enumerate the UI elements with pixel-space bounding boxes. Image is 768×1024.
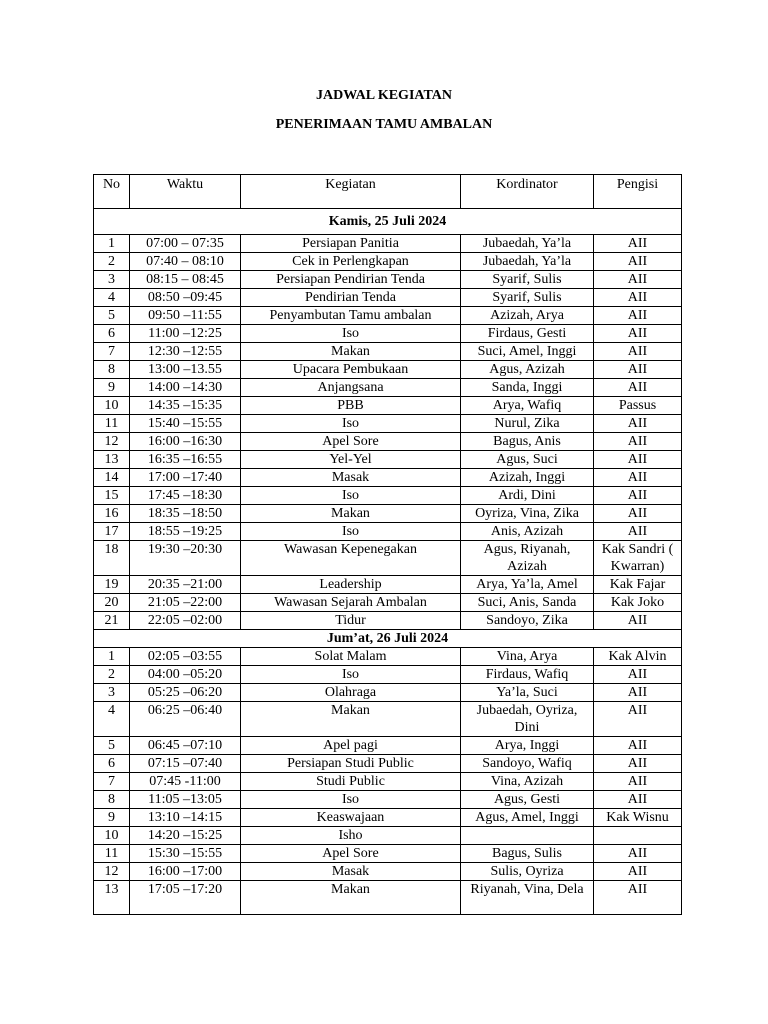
cell-kegiatan: Iso (241, 415, 461, 433)
cell-waktu: 07:15 –07:40 (130, 755, 241, 773)
cell-no: 11 (94, 845, 130, 863)
cell-no: 4 (94, 702, 130, 737)
header-kegiatan: Kegiatan (241, 175, 461, 209)
cell-waktu: 15:40 –15:55 (130, 415, 241, 433)
table-row (94, 791, 682, 809)
cell-kordinator (461, 827, 594, 845)
table-row (94, 863, 682, 881)
table-row (94, 541, 682, 576)
cell-kegiatan: Persiapan Studi Public (241, 755, 461, 773)
table-row (94, 576, 682, 594)
cell-kegiatan: Penyambutan Tamu ambalan (241, 307, 461, 325)
cell-no: 19 (94, 576, 130, 594)
cell-no: 20 (94, 594, 130, 612)
cell-waktu: 18:55 –19:25 (130, 523, 241, 541)
cell-waktu: 12:30 –12:55 (130, 343, 241, 361)
table-row (94, 289, 682, 307)
cell-waktu: 17:45 –18:30 (130, 487, 241, 505)
cell-no: 15 (94, 487, 130, 505)
cell-waktu: 11:00 –12:25 (130, 325, 241, 343)
cell-kordinator: Oyriza, Vina, Zika (461, 505, 594, 523)
cell-no: 3 (94, 684, 130, 702)
cell-kegiatan: Keaswajaan (241, 809, 461, 827)
cell-kegiatan: Tidur (241, 612, 461, 630)
cell-kegiatan: Solat Malam (241, 648, 461, 666)
cell-no: 3 (94, 271, 130, 289)
cell-waktu: 16:00 –17:00 (130, 863, 241, 881)
cell-kordinator: Sanda, Inggi (461, 379, 594, 397)
cell-kordinator: Ya’la, Suci (461, 684, 594, 702)
cell-waktu: 11:05 –13:05 (130, 791, 241, 809)
cell-no: 18 (94, 541, 130, 576)
cell-kegiatan: Iso (241, 791, 461, 809)
cell-kordinator: Agus, Gesti (461, 791, 594, 809)
cell-kegiatan: Anjangsana (241, 379, 461, 397)
day-row (94, 630, 682, 648)
cell-waktu: 07:45 -11:00 (130, 773, 241, 791)
cell-no: 2 (94, 666, 130, 684)
cell-no: 8 (94, 791, 130, 809)
cell-waktu: 04:00 –05:20 (130, 666, 241, 684)
cell-pengisi: AII (594, 487, 682, 505)
table-row (94, 451, 682, 469)
header-waktu: Waktu (130, 175, 241, 209)
cell-waktu: 18:35 –18:50 (130, 505, 241, 523)
cell-pengisi: Kak Wisnu (594, 809, 682, 827)
cell-kegiatan: Wawasan Kepenegakan (241, 541, 461, 576)
cell-pengisi: Kak Sandri ( Kwarran) (594, 541, 682, 576)
cell-kordinator: Anis, Azizah (461, 523, 594, 541)
cell-no: 12 (94, 433, 130, 451)
cell-pengisi: AII (594, 343, 682, 361)
cell-pengisi: AII (594, 845, 682, 863)
cell-no: 1 (94, 648, 130, 666)
cell-kegiatan: Cek in Perlengkapan (241, 253, 461, 271)
cell-kordinator: Jubaedah, Ya’la (461, 235, 594, 253)
cell-kegiatan: Wawasan Sejarah Ambalan (241, 594, 461, 612)
cell-no: 9 (94, 379, 130, 397)
cell-kegiatan: Iso (241, 523, 461, 541)
cell-kordinator: Syarif, Sulis (461, 271, 594, 289)
cell-kegiatan: Yel-Yel (241, 451, 461, 469)
cell-no: 7 (94, 773, 130, 791)
table-row (94, 307, 682, 325)
cell-waktu: 13:00 –13.55 (130, 361, 241, 379)
table-row (94, 648, 682, 666)
table-row (94, 845, 682, 863)
cell-waktu: 09:50 –11:55 (130, 307, 241, 325)
cell-kordinator: Arya, Ya’la, Amel (461, 576, 594, 594)
schedule-body (94, 209, 682, 915)
table-row (94, 523, 682, 541)
cell-pengisi: AII (594, 253, 682, 271)
cell-no: 5 (94, 307, 130, 325)
cell-waktu: 20:35 –21:00 (130, 576, 241, 594)
cell-no: 10 (94, 827, 130, 845)
cell-kordinator: Firdaus, Wafiq (461, 666, 594, 684)
cell-kordinator: Vina, Arya (461, 648, 594, 666)
cell-pengisi: AII (594, 289, 682, 307)
cell-pengisi: AII (594, 863, 682, 881)
cell-no: 7 (94, 343, 130, 361)
cell-waktu: 14:20 –15:25 (130, 827, 241, 845)
cell-waktu: 13:10 –14:15 (130, 809, 241, 827)
table-row (94, 343, 682, 361)
cell-pengisi: AII (594, 271, 682, 289)
cell-no: 8 (94, 361, 130, 379)
cell-waktu: 17:05 –17:20 (130, 881, 241, 915)
cell-no: 6 (94, 325, 130, 343)
cell-kegiatan: Isho (241, 827, 461, 845)
cell-pengisi: AII (594, 523, 682, 541)
cell-no: 10 (94, 397, 130, 415)
table-row (94, 612, 682, 630)
cell-waktu: 16:35 –16:55 (130, 451, 241, 469)
cell-kegiatan: Olahraga (241, 684, 461, 702)
cell-kordinator: Sulis, Oyriza (461, 863, 594, 881)
cell-kegiatan: Apel Sore (241, 433, 461, 451)
cell-kegiatan: Leadership (241, 576, 461, 594)
cell-kordinator: Vina, Azizah (461, 773, 594, 791)
table-row (94, 809, 682, 827)
table-row (94, 684, 682, 702)
cell-waktu: 14:35 –15:35 (130, 397, 241, 415)
cell-kegiatan: Iso (241, 325, 461, 343)
table-row (94, 487, 682, 505)
cell-kegiatan: Apel Sore (241, 845, 461, 863)
cell-no: 6 (94, 755, 130, 773)
cell-pengisi: Kak Fajar (594, 576, 682, 594)
cell-kordinator: Firdaus, Gesti (461, 325, 594, 343)
cell-kordinator: Azizah, Arya (461, 307, 594, 325)
cell-no: 21 (94, 612, 130, 630)
cell-kordinator: Bagus, Sulis (461, 845, 594, 863)
cell-pengisi: AII (594, 791, 682, 809)
cell-kegiatan: Pendirian Tenda (241, 289, 461, 307)
cell-kordinator: Ardi, Dini (461, 487, 594, 505)
cell-kordinator: Arya, Inggi (461, 737, 594, 755)
table-row (94, 253, 682, 271)
table-row (94, 379, 682, 397)
day-row (94, 209, 682, 235)
cell-kordinator: Suci, Amel, Inggi (461, 343, 594, 361)
cell-waktu: 21:05 –22:00 (130, 594, 241, 612)
cell-kordinator: Nurul, Zika (461, 415, 594, 433)
table-row (94, 271, 682, 289)
cell-kordinator: Arya, Wafiq (461, 397, 594, 415)
table-row (94, 827, 682, 845)
cell-no: 14 (94, 469, 130, 487)
cell-pengisi: AII (594, 235, 682, 253)
cell-no: 17 (94, 523, 130, 541)
cell-pengisi: AII (594, 881, 682, 915)
cell-pengisi: AII (594, 612, 682, 630)
table-row (94, 594, 682, 612)
cell-waktu: 14:00 –14:30 (130, 379, 241, 397)
cell-pengisi: Passus (594, 397, 682, 415)
cell-no: 9 (94, 809, 130, 827)
cell-pengisi: AII (594, 505, 682, 523)
table-row (94, 881, 682, 915)
table-row (94, 415, 682, 433)
table-row (94, 469, 682, 487)
header-pengisi: Pengisi (594, 175, 682, 209)
cell-kordinator: Agus, Riyanah, Azizah (461, 541, 594, 576)
cell-pengisi: AII (594, 469, 682, 487)
cell-kordinator: Sandoyo, Zika (461, 612, 594, 630)
cell-waktu: 07:00 – 07:35 (130, 235, 241, 253)
cell-kegiatan: Persiapan Pendirian Tenda (241, 271, 461, 289)
header-row (94, 175, 682, 209)
cell-kordinator: Agus, Azizah (461, 361, 594, 379)
table-row (94, 773, 682, 791)
cell-pengisi: Kak Joko (594, 594, 682, 612)
cell-waktu: 22:05 –02:00 (130, 612, 241, 630)
cell-kordinator: Agus, Amel, Inggi (461, 809, 594, 827)
cell-kegiatan: Makan (241, 505, 461, 523)
day-label: Jum’at, 26 Juli 2024 (94, 630, 682, 648)
cell-no: 13 (94, 451, 130, 469)
cell-kordinator: Jubaedah, Ya’la (461, 253, 594, 271)
cell-waktu: 06:45 –07:10 (130, 737, 241, 755)
cell-no: 16 (94, 505, 130, 523)
cell-kegiatan: Masak (241, 863, 461, 881)
table-row (94, 755, 682, 773)
cell-kegiatan: Upacara Pembukaan (241, 361, 461, 379)
cell-no: 4 (94, 289, 130, 307)
cell-pengisi: AII (594, 307, 682, 325)
cell-kordinator: Suci, Anis, Sanda (461, 594, 594, 612)
table-row (94, 433, 682, 451)
table-row (94, 702, 682, 737)
cell-pengisi: AII (594, 361, 682, 379)
cell-no: 12 (94, 863, 130, 881)
cell-kegiatan: Makan (241, 881, 461, 915)
cell-waktu: 17:00 –17:40 (130, 469, 241, 487)
cell-pengisi: AII (594, 415, 682, 433)
day-label: Kamis, 25 Juli 2024 (94, 209, 682, 235)
table-row (94, 505, 682, 523)
cell-pengisi: AII (594, 325, 682, 343)
cell-waktu: 16:00 –16:30 (130, 433, 241, 451)
table-row (94, 397, 682, 415)
table-row (94, 325, 682, 343)
cell-kegiatan: Masak (241, 469, 461, 487)
cell-waktu: 15:30 –15:55 (130, 845, 241, 863)
cell-kegiatan: Studi Public (241, 773, 461, 791)
cell-no: 5 (94, 737, 130, 755)
cell-kordinator: Jubaedah, Oyriza, Dini (461, 702, 594, 737)
cell-kordinator: Sandoyo, Wafiq (461, 755, 594, 773)
cell-waktu: 07:40 – 08:10 (130, 253, 241, 271)
document-title: JADWAL KEGIATAN (315, 88, 452, 103)
table-row (94, 235, 682, 253)
cell-waktu: 02:05 –03:55 (130, 648, 241, 666)
cell-no: 2 (94, 253, 130, 271)
cell-kegiatan: PBB (241, 397, 461, 415)
cell-kordinator: Azizah, Inggi (461, 469, 594, 487)
cell-kegiatan: Makan (241, 702, 461, 737)
cell-pengisi: AII (594, 755, 682, 773)
cell-no: 11 (94, 415, 130, 433)
cell-kegiatan: Iso (241, 487, 461, 505)
cell-kordinator: Bagus, Anis (461, 433, 594, 451)
cell-pengisi: AII (594, 451, 682, 469)
cell-no: 1 (94, 235, 130, 253)
cell-waktu: 19:30 –20:30 (130, 541, 241, 576)
cell-kordinator: Riyanah, Vina, Dela (461, 881, 594, 915)
cell-pengisi: AII (594, 773, 682, 791)
cell-pengisi (594, 827, 682, 845)
header-no: No (94, 175, 130, 209)
cell-kegiatan: Apel pagi (241, 737, 461, 755)
cell-kordinator: Agus, Suci (461, 451, 594, 469)
cell-kegiatan: Persiapan Panitia (241, 235, 461, 253)
table-row (94, 361, 682, 379)
cell-pengisi: AII (594, 684, 682, 702)
header-kordinator: Kordinator (461, 175, 594, 209)
schedule-table (93, 174, 682, 915)
document-subtitle: PENERIMAAN TAMU AMBALAN (275, 117, 493, 132)
cell-pengisi: AII (594, 666, 682, 684)
cell-waktu: 06:25 –06:40 (130, 702, 241, 737)
cell-waktu: 08:50 –09:45 (130, 289, 241, 307)
cell-no: 13 (94, 881, 130, 915)
cell-pengisi: Kak Alvin (594, 648, 682, 666)
cell-waktu: 05:25 –06:20 (130, 684, 241, 702)
cell-pengisi: AII (594, 702, 682, 737)
cell-pengisi: AII (594, 433, 682, 451)
cell-pengisi: AII (594, 737, 682, 755)
cell-kegiatan: Makan (241, 343, 461, 361)
table-row (94, 666, 682, 684)
cell-kordinator: Syarif, Sulis (461, 289, 594, 307)
cell-kegiatan: Iso (241, 666, 461, 684)
cell-waktu: 08:15 – 08:45 (130, 271, 241, 289)
cell-pengisi: AII (594, 379, 682, 397)
table-row (94, 737, 682, 755)
